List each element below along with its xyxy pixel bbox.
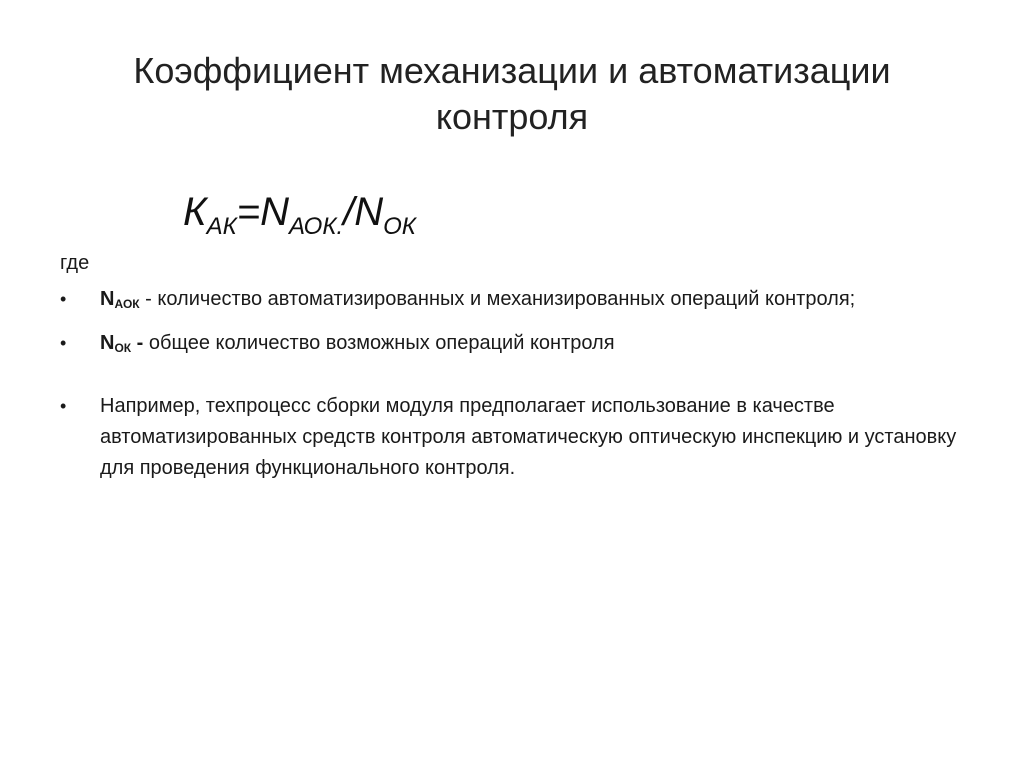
formula-equals: = (236, 190, 261, 234)
formula-n-denominator-subscript: ОК (383, 213, 416, 240)
term-n-aok: $N_{АОК}$ (100, 288, 140, 311)
where-label: где (60, 252, 90, 274)
bullet-icon: • (60, 333, 67, 353)
list-item (60, 391, 980, 484)
term-n-ok: $N_{ОК}$ - (100, 332, 144, 355)
formula-k-subscript: АК (206, 213, 237, 240)
definition-text: - количество автоматизированных и механизированных операций контроля; (139, 288, 856, 310)
formula-n-denominator: N (354, 190, 384, 234)
slide-title (60, 48, 964, 140)
formula-divide: / (343, 190, 355, 234)
formula (183, 190, 416, 241)
bullet-icon: • (60, 396, 67, 416)
definition-text: общее количество возможных операций контроля (143, 332, 615, 354)
example-text: Например, техпроцесс сборки модуля предполагает использование в качестве автоматизированных средств контроля автоматическую оптическую инспекцию и установку для проведения функционального контроля. (100, 395, 957, 479)
formula-n-numerator: N (260, 190, 289, 234)
formula-n-numerator-subscript: АОК. (288, 213, 344, 240)
list-item (60, 328, 980, 364)
title-line-2: контроля (435, 96, 589, 137)
definition-list (60, 284, 980, 492)
formula-k: К (183, 190, 207, 234)
bullet-icon: • (60, 289, 67, 309)
title-line-1: Коэффициент механизации и автоматизации (133, 50, 891, 91)
list-item (60, 284, 980, 320)
